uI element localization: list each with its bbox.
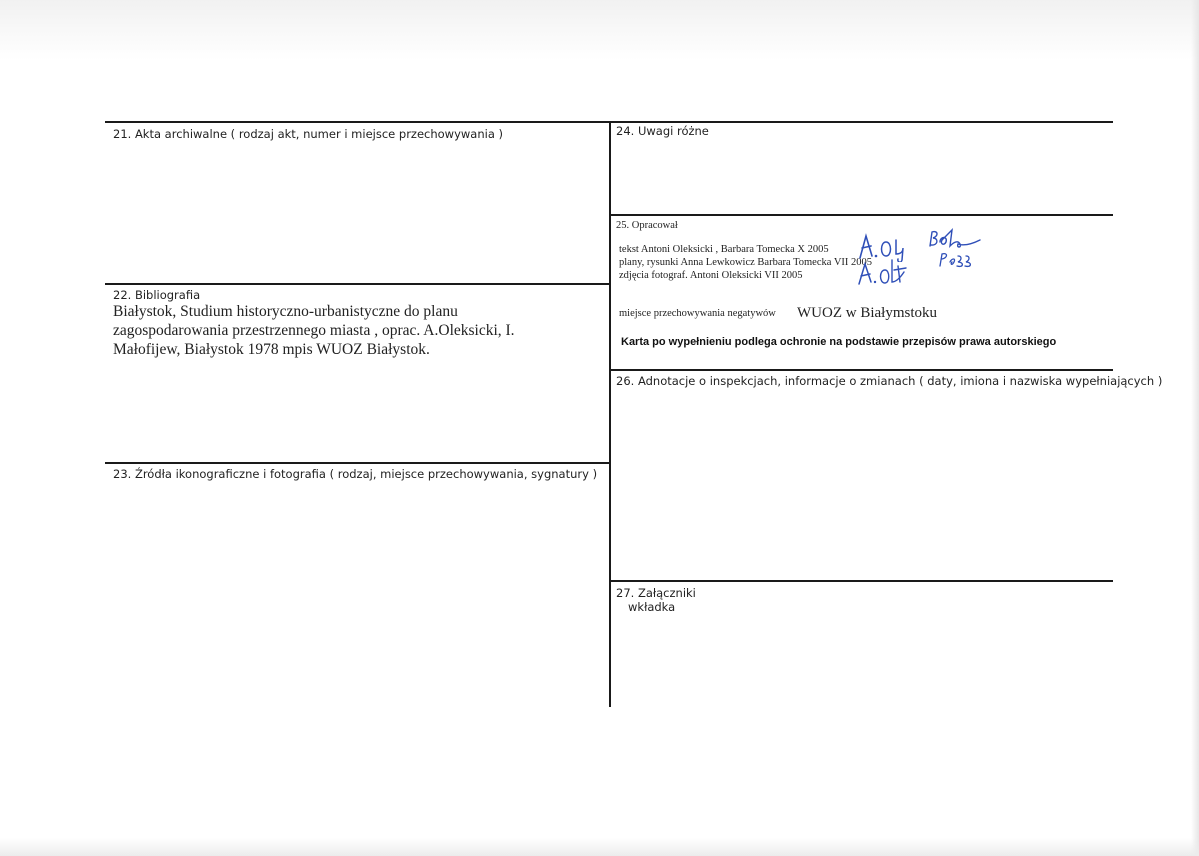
author-photos-line: zdjęcia fotograf. Antoni Oleksicki VII 2005 <box>619 270 803 281</box>
section-23-label: 23. Źródła ikonograficzne i fotografia ( rodzaj, miejsce przechowywania, sygnatury ) <box>113 467 598 481</box>
divider-24-25 <box>609 214 1113 216</box>
section-24-label: 24. Uwagi różne <box>616 124 709 138</box>
scan-shadow-bottom <box>0 838 1199 856</box>
divider-22-23 <box>105 462 610 464</box>
section-25-label: 25. Opracował <box>616 220 678 231</box>
bibliography-line-2: zagospodarowania przestrzennego miasta , oprac. A.Oleksicki, I. <box>113 322 515 339</box>
handwritten-signature-3 <box>856 256 908 286</box>
divider-21-22 <box>105 283 610 285</box>
negatives-location-value: WUOZ w Białymstoku <box>797 305 937 321</box>
form-center-divider <box>609 121 611 707</box>
section-22-label: 22. Bibliografia <box>113 288 201 302</box>
section-27-label: 27. Załączniki <box>616 586 696 600</box>
bibliography-line-1: Białystok, Studium historyczno-urbanistyczne do planu <box>113 303 458 320</box>
bibliography-line-3: Małofijew, Białystok 1978 mpis WUOZ Białystok. <box>113 341 430 358</box>
scan-shadow-right <box>1191 0 1199 856</box>
author-text-line: tekst Antoni Oleksicki , Barbara Tomecka X 2005 <box>619 244 829 255</box>
section-21-label: 21. Akta archiwalne ( rodzaj akt, numer i miejsce przechowywania ) <box>113 127 504 141</box>
section-26-label: 26. Adnotacje o inspekcjach, informacje o zmianach ( daty, imiona i nazwiska wypełniających ) <box>616 374 1163 388</box>
author-plans-line: plany, rysunki Anna Lewkowicz Barbara Tomecka VII 2005 <box>619 257 873 268</box>
divider-25-26 <box>609 369 1113 371</box>
negatives-location-label: miejsce przechowywania negatywów <box>619 308 776 319</box>
copyright-note: Karta po wypełnieniu podlega ochronie na podstawie przepisów prawa autorskiego <box>621 336 1057 348</box>
handwritten-signature-2 <box>926 226 984 272</box>
attachments-value: wkładka <box>628 600 676 614</box>
divider-26-27 <box>609 580 1113 582</box>
scan-shadow-top <box>0 0 1199 60</box>
